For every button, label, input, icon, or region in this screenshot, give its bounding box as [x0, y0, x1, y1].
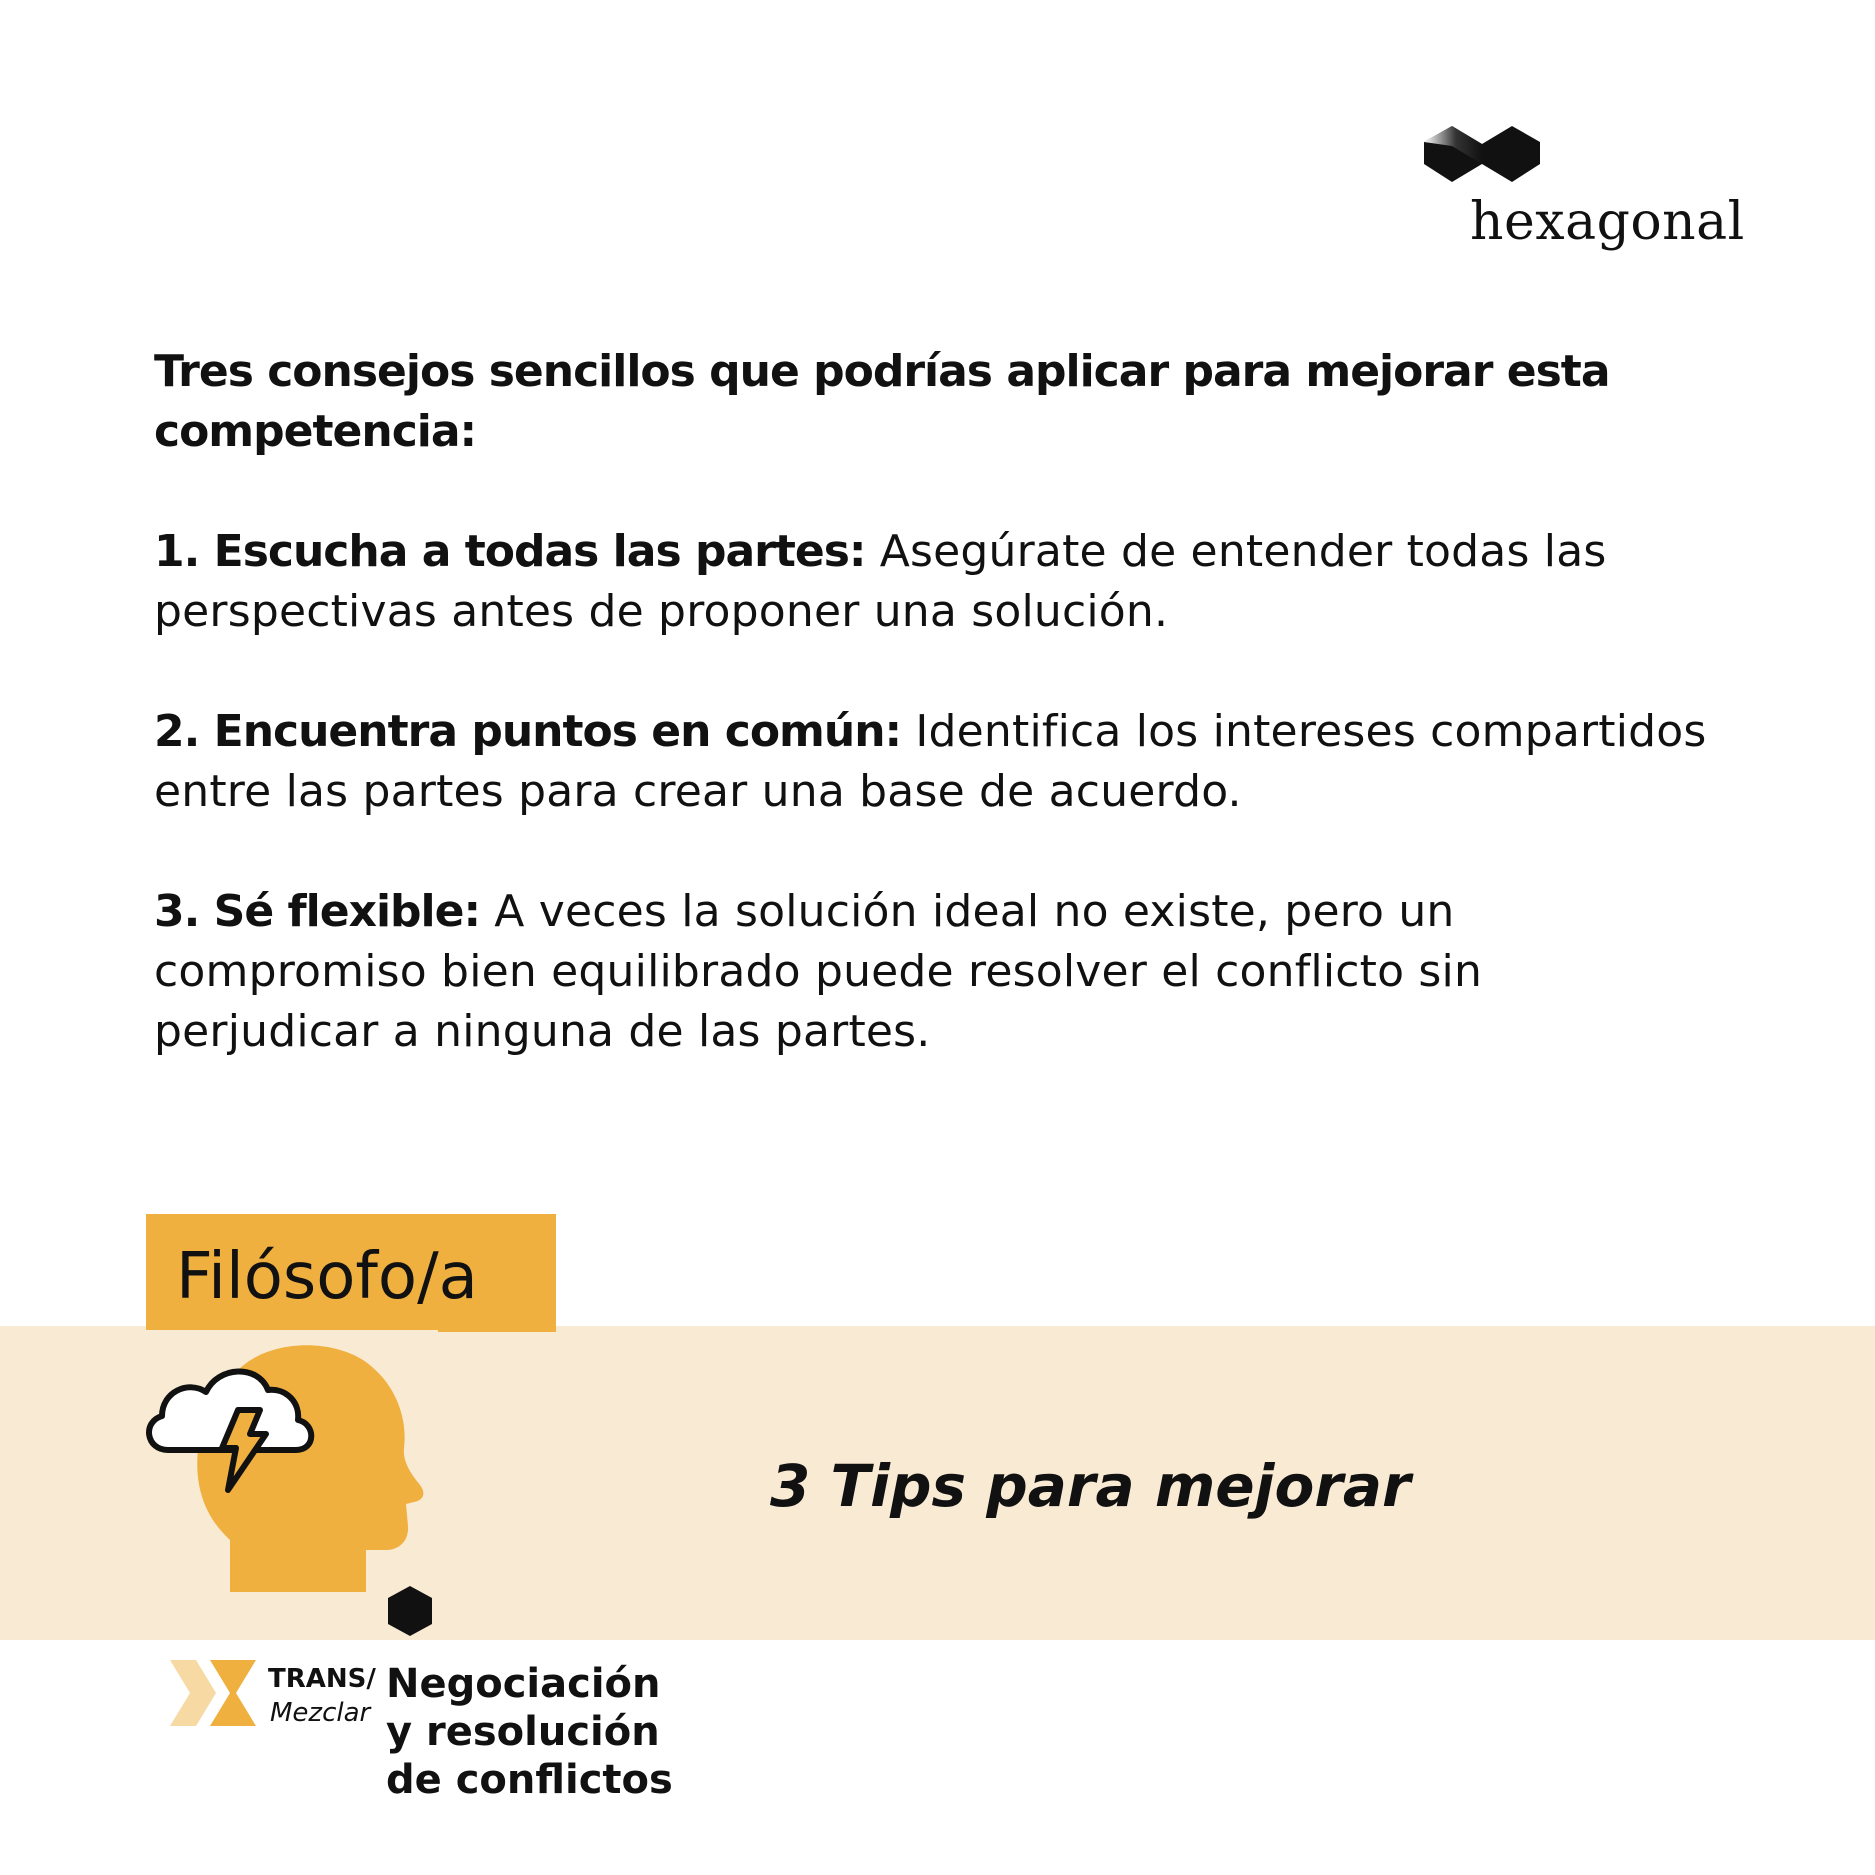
tip-title: 3. Sé flexible: [154, 886, 481, 937]
role-tag [146, 1214, 556, 1332]
hexagon-icon [386, 1584, 434, 1638]
tip-title: 2. Encuentra puntos en común: [154, 706, 902, 757]
competency-line: de conflictos [386, 1757, 673, 1803]
tip-text: A veces la solución ideal no existe, pero un compromiso bien equilibrado puede resolver el conflicto sin perjudicar a ninguna de las partes. [154, 886, 1483, 1057]
tips-content [154, 342, 1714, 1062]
tip-title: 1. Escucha a todas las partes: [154, 526, 866, 577]
tip-item [154, 882, 1714, 1062]
role-label: Filósofo/a [176, 1240, 478, 1314]
brand-name: hexagonal [1470, 192, 1745, 252]
banner-title: 3 Tips para mejorar [770, 1452, 1411, 1520]
tip-item [154, 522, 1714, 642]
competency-name [386, 1660, 746, 1804]
intro-heading: Tres consejos sencillos que podrías aplicar para mejorar esta competencia: [154, 346, 1610, 457]
tip-text: Identifica los intereses compartidos entre las partes para crear una base de acuerdo. [154, 706, 1707, 817]
trans-x-icon [170, 1660, 256, 1726]
competency-line: Negociación [386, 1661, 661, 1707]
tip-item [154, 702, 1714, 822]
tip-text: Asegúrate de entender todas las perspectivas antes de proponer una solución. [154, 526, 1607, 637]
head-storm-icon [128, 1330, 438, 1600]
hexagonal-logo-mark-icon [1422, 124, 1542, 196]
competency-line: y resolución [386, 1709, 660, 1755]
trans-sub-label: Mezclar [270, 1698, 371, 1728]
brand-logo [1418, 124, 1745, 264]
trans-label: TRANS/ [268, 1664, 376, 1694]
